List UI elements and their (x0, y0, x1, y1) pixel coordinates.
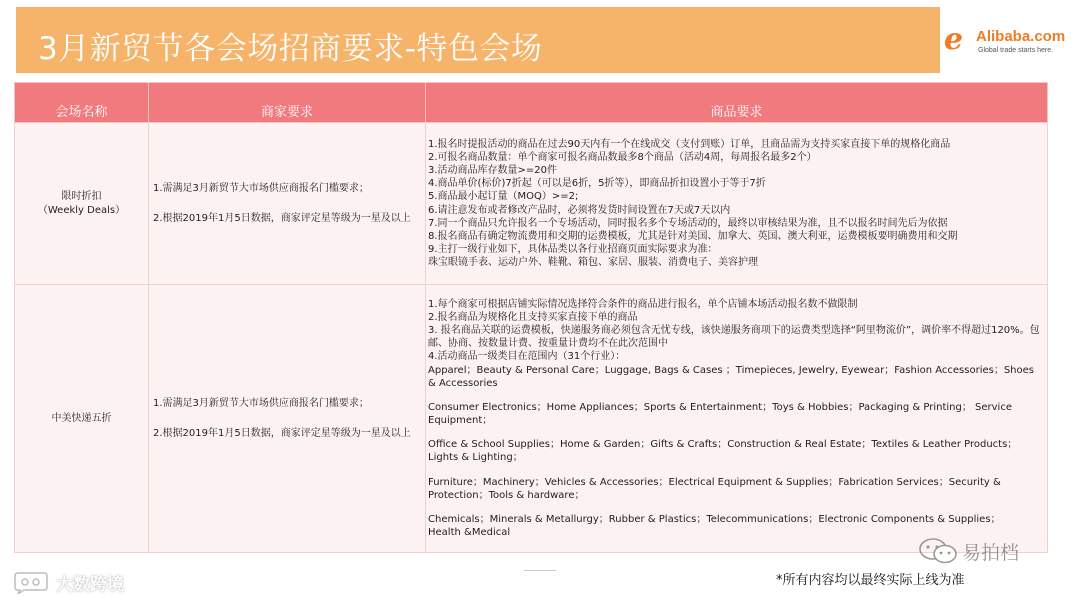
merchant-requirement: 2.根据2019年1月5日数据，商家评定星等级为一星及以上 (153, 427, 411, 439)
column-header-venue: 会场名称 (15, 83, 149, 123)
product-requirement: 8.报名商品有确定物流费用和交期的运费模板，尤其是针对美国、加拿大、英国、澳大利亚，运费模板要明确费用和交期 (428, 230, 958, 242)
category-list: Health &Medical (428, 527, 511, 539)
requirements-table (14, 82, 1048, 553)
product-requirement: 5.商品最小起订量（MOQ）>=2; (428, 191, 579, 203)
wechat-icon (918, 538, 958, 564)
product-requirement: 9.主打一级行业如下，具体品类以各行业招商页面实际要求为准： (428, 244, 718, 256)
category-list: Office & School Supplies；Home & Garden；Gifts & Crafts；Construction & Real Estate；Textiles & Leather Products；Lights & Lighting； (428, 439, 1018, 464)
category-list: Chemicals；Minerals & Metallurgy；Rubber & Plastics；Telecommunications；Electronic Components & Supplies； (428, 514, 1001, 526)
alibaba-e-icon: e (944, 22, 964, 57)
merchant-requirement: 1.需满足3月新贸节大市场供应商报名门槛要求； (153, 183, 369, 195)
category-list: Apparel；Beauty & Personal Care；Luggage, Bags & Cases ；Timepieces, Jewelry, Eyewear；Fashion Accessories；Shoes & Accessories (428, 364, 1034, 389)
merchant-requirements-cell (149, 285, 426, 553)
watermark-left-text: 大数跨境 (56, 575, 124, 595)
merchant-requirements-cell (149, 123, 426, 285)
logo-tagline: Global trade starts here. (978, 47, 1054, 54)
venue-cell (15, 285, 149, 553)
product-requirement: 3.活动商品库存数量>=20件 (428, 164, 558, 176)
table-row (15, 123, 1048, 285)
venue-name: 中美快递五折 (51, 412, 112, 424)
table-header-row (15, 83, 1048, 123)
divider (524, 570, 556, 571)
alibaba-logo (944, 24, 1064, 64)
product-requirement: 4.活动商品一级类目在范围内（31个行业）： (428, 351, 626, 363)
product-requirements-cell (426, 123, 1048, 285)
product-requirement: 7.同一个商品只允许报名一个专场活动，同时报名多个专场活动的，最终以审核结果为准，且不以报名时间先后为依据 (428, 217, 948, 229)
table-row (15, 285, 1048, 553)
venue-name: 限时折扣 (61, 191, 102, 203)
watermark-right-text: 易拍档 (962, 542, 1020, 564)
product-requirement: 珠宝眼镜手表、运动户外、鞋靴、箱包、家居、服装、消费电子、美容护理 (428, 257, 758, 269)
product-requirement: 2.可报名商品数量：单个商家可报名商品数最多8个商品（活动4周，每周报名最多2个） (428, 151, 817, 163)
venue-name-en: （Weekly Deals） (37, 204, 126, 216)
footnote: *所有内容均以最终实际上线为准 (776, 573, 965, 588)
category-list: Furniture；Machinery；Vehicles & Accessories；Electrical Equipment & Supplies；Fabrication Services；Security & Protection；Tools & hardware； (428, 476, 1001, 501)
product-requirements-cell (426, 285, 1048, 553)
venue-cell (15, 123, 149, 285)
merchant-requirement: 2.根据2019年1月5日数据，商家评定星等级为一星及以上 (153, 212, 411, 224)
product-requirement: 1.每个商家可根据店铺实际情况选择符合条件的商品进行报名，单个店铺本场活动报名数不做限制 (428, 298, 858, 310)
merchant-requirement: 1.需满足3月新贸节大市场供应商报名门槛要求； (153, 398, 369, 410)
product-requirement: 1.报名时提报活动的商品在过去90天内有一个在线成交（支付到账）订单，且商品需为支持买家直接下单的规格化商品 (428, 138, 951, 150)
logo-name: Alibaba.com (976, 28, 1066, 45)
column-header-product: 商品要求 (426, 83, 1048, 123)
chat-bubble-icon (12, 572, 50, 594)
product-requirement: 6.请注意发布或者修改产品时，必须将发货时间设置在7天或7天以内 (428, 204, 731, 216)
page-title: 3月新贸节各会场招商要求-特色会场 (38, 31, 543, 67)
product-requirement: 4.商品单价(标价)7折起（可以是6折，5折等），即商品折扣设置小于等于7折 (428, 178, 766, 190)
column-header-merchant: 商家要求 (149, 83, 426, 123)
product-requirement: 3. 报名商品关联的运费模板，快递服务商必须包含无忧专线，该快递服务商项下的运费类型选择“阿里物流价”，调价率不得超过120%。包邮、协商、按数量计费、按重量计费均不在此次范围中 (428, 324, 1040, 350)
title-bar (16, 7, 940, 73)
product-requirement: 2.报名商品为规格化且支持买家直接下单的商品 (428, 311, 638, 323)
category-list: Consumer Electronics；Home Appliances；Sports & Entertainment；Toys & Hobbies；Packaging & Printing； Service Equipment； (428, 401, 1012, 427)
